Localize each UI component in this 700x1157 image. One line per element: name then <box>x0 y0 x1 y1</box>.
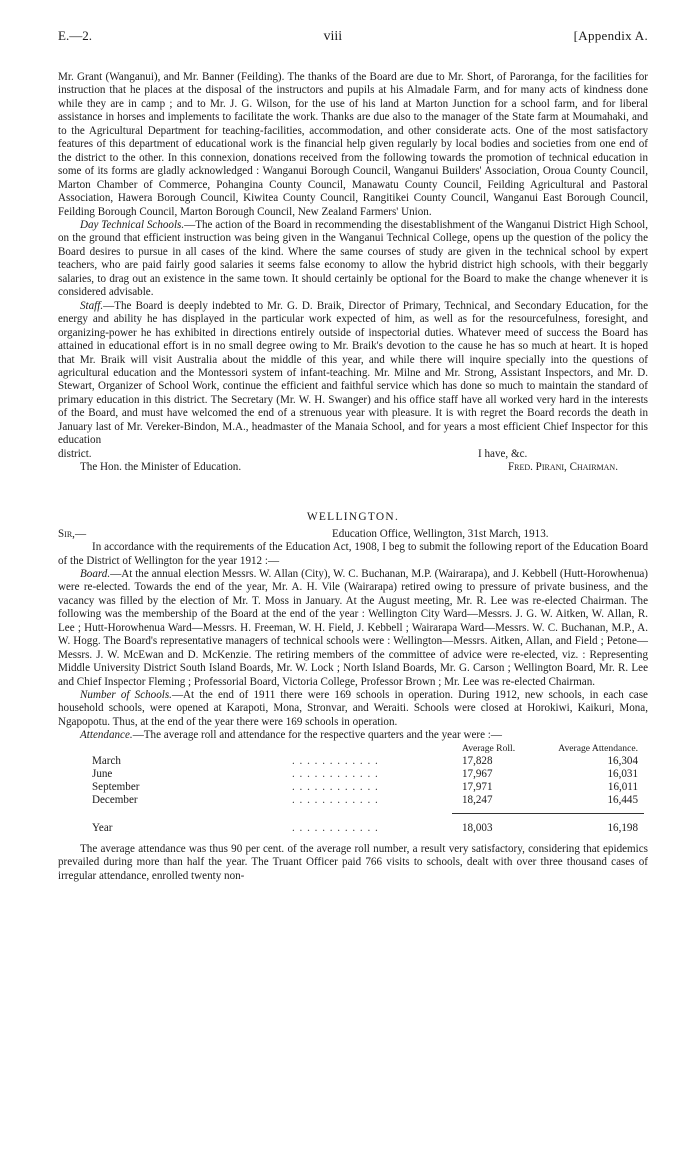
closing-row <box>58 448 648 461</box>
roll-value: 17,828 <box>462 754 493 767</box>
row-label: March <box>92 754 121 767</box>
salutation: Sir,— <box>58 527 87 540</box>
roll-value: 17,971 <box>462 781 493 794</box>
leader-dots: . . . . . . . . . . . . <box>292 794 379 807</box>
row-label: September <box>92 781 140 794</box>
schools-text: —At the end of 1911 there were 169 schools in operation. During 1912, new schools, in each case household schools, were opened at Karapoti, Mona, Stronvar, and Weraiti. Schools were closed at Horokiwi, Kaikuri, Mona, Ngapopotu. Thus, at the end of the year there were 169 schools in operation. <box>58 689 648 728</box>
attendance-table <box>92 743 644 835</box>
leader-dots: . . . . . . . . . . . . <box>292 781 379 794</box>
leader-dots: . . . . . . . . . . . . <box>292 821 379 834</box>
table-rule-row <box>92 808 644 816</box>
wellington-intro: In accordance with the requirements of the Education Act, 1908, I beg to submit the following report of the Education Board of the District of Wellington for the year 1912 :— <box>58 541 648 567</box>
taranaki-paragraph-day-schools <box>58 219 648 300</box>
staff-text: —The Board is deeply indebted to Mr. G. D. Braik, Director of Primary, Technical, and Secondary Education, for the energy and ability he has displayed in the particular work expected of him, as well as for the resourcefulness, foresight, and organizing-power he has exhibited in directions entirely outside of inspectorial duties. Whatever meed of success the Board has attained in educational effort is in no small degree owing to Mr. Braik's devotion to the cause he has so much at heart. It is hoped that Mr. Braik will visit Australia about the middle of this year, and while there will inquire specially into the questions of agricultural education and the Montessori system of infant-teaching. Mr. Milne and Mr. Strong, Assistant Inspectors, and Mr. D. Stewart, Organizer of School Work, continue the efficient and faithful service which has done so much to maintain the standard of primary education in this district. The Secretary (Mr. W. H. Swanger) and his office staff have all worked very hard in the interests of the Board, and must have welcomed the end of a strenuous year with pleasure. It is with regret the Board records the death in January last of Mr. Vereker-Bindon, M.A., headmaster of the Manaia School, and for years a most efficient Chief Inspector for this education <box>58 299 648 447</box>
roll-value: 17,967 <box>462 768 493 781</box>
closing-formula: I have, &c. <box>478 447 528 460</box>
header-reference: E.—2. <box>58 28 92 43</box>
address-date: Education Office, Wellington, 31st March, 1913. <box>332 527 549 540</box>
row-label: December <box>92 794 138 807</box>
appendix-label: [Appendix A. <box>573 28 648 43</box>
section-heading-day-schools: Day Technical Schools. <box>80 218 185 231</box>
wellington-paragraph-board <box>58 568 648 689</box>
document-page <box>58 28 648 883</box>
attendance-value: 16,304 <box>607 754 638 767</box>
day-schools-text: —The action of the Board in recommending the disestablishment of the Wanganui District High School, on the ground that efficient instruction was being given in the Wanganui Technical College, opens up the question of the policy the Board desires to pursue in all cases of the kind. Where the same courses of study are given in the technical school by expert teachers, who are paid fairly good salaries it seems false economy to allow the hybrid district high schools, with their beggarly salaries, to drag out an existence in the same town. It should certainly be optional for the Board to make the change whenever it is considered advisable. <box>58 218 648 299</box>
section-heading-schools: Number of Schools. <box>80 689 172 702</box>
attendance-value: 16,198 <box>607 821 638 834</box>
section-heading-attendance: Attendance. <box>80 729 133 742</box>
section-title-wellington: WELLINGTON. <box>306 510 400 523</box>
wellington-paragraph-schools <box>58 689 648 729</box>
addressee: The Hon. the Minister of Education. <box>80 461 242 474</box>
table-header-row <box>92 743 644 755</box>
attendance-text: —The average roll and attendance for the respective quarters and the year were :— <box>132 729 502 742</box>
total-rule-attendance <box>542 813 644 814</box>
wellington-closing-paragraph: The average attendance was thus 90 per cent. of the average roll number, a result very satisfactory, considering that epidemics prevailed during more than half the year. The Truant Officer paid 766 visits to schools, dealt with over three thousand cases of irregular attendance, enrolled twenty non- <box>58 842 648 882</box>
attendance-value: 16,031 <box>607 768 638 781</box>
table-row <box>92 794 644 807</box>
table-total-row <box>92 816 644 835</box>
section-heading-staff: Staff. <box>80 299 104 312</box>
chairman-signature: Fred. Pirani, Chairman. <box>507 461 618 474</box>
roll-value: 18,247 <box>462 794 493 807</box>
taranaki-paragraph-thanks: Mr. Grant (Wanganui), and Mr. Banner (Feilding). The thanks of the Board are due to Mr. Short, of Paroranga, for the facilities for instruction that he places at the disposal of the instructors and pupils at his Almadale Farm, and for many acts of kindness done while they are in camp ; and to Mr. J. G. Wilson, for the use of his land at Marton Junction for a school farm, and for liberal assistance in horses and implements to facilitate the work. Thanks are due also to the manager of the State farm at Moumahaki, and to the Agricultural Department for teaching-facilities, accommodation, and other considerate acts. One of the most satisfactory features of this department of educational work is the financial help given regularly by local bodies and societies from one end of the district to the other. In this connexion, donations received from the following towards the promotion of technical education in some of its forms are gladly acknowledged : Wanganui Borough Council, Wanganui Builders' Association, Oroua County Council, Marton Chamber of Commerce, Pohangina County Council, Manawatu County Council, Feilding Agricultural and Pastoral Association, Hawera Borough Council, Kiwitea County Council, Rangitikei County Council, Wanganui East Borough Council, Feilding Borough Council, Marton Borough Council, New Zealand Farmers' Union. <box>58 71 648 218</box>
leader-dots: . . . . . . . . . . . . <box>292 768 379 781</box>
closing-district: district. <box>58 447 92 460</box>
row-label: Year <box>92 821 113 834</box>
column-header-attendance: Average Attendance. <box>558 742 638 754</box>
section-heading-board: Board. <box>80 567 111 580</box>
total-rule-roll <box>452 813 542 814</box>
leader-dots: . . . . . . . . . . . . <box>292 754 379 767</box>
table-row <box>92 755 644 768</box>
attendance-value: 16,011 <box>607 781 638 794</box>
board-text: —At the annual election Messrs. W. Allan (City), W. C. Buchanan, M.P. (Wairarapa), and J. Kebbell (Hutt-Horowhenua) were re-elected. Towards the end of the year, Mr. A. H. Vile (Wairarapa) retired owing to pressure of private business, and the vacancy was filled by the election of Mr. T. Moss in January. At the August meeting, Mr. R. Lee was re-elected Chairman. The following was the membership of the Board at the end of the year : Wellington City Ward—Messrs. J. G. W. Aitken, W. Allan, R. Lee ; Hutt-Horowhenua Ward—Messrs. H. Freeman, W. H. Field, J. Kebbell ; Wairarapa Ward—Messrs. W. C. Buchanan, M.P., A. W. Hogg. The Board's representative managers of technical schools were : Wellington—Messrs. Aitken, Allan, and Field ; Petone—Messrs. J. W. McEwan and D. McKenzie. The retiring members of the committee of advice were re-elected, viz. : Representing Middle University District South Island Boards, Mr. W. Lock ; North Island Boards, Mr. G. Carson ; Wellington Board, Mr. R. Lee and Chief Inspector Fleming ; Professorial Board, Victoria College, Professor Brown ; Mr. Lee was re-elected Chairman. <box>58 567 648 688</box>
running-header <box>58 28 648 45</box>
column-header-roll: Average Roll. <box>462 742 516 754</box>
page-number: viii <box>323 29 343 44</box>
signature-row <box>58 461 648 474</box>
taranaki-paragraph-staff <box>58 300 648 448</box>
wellington-paragraph-attendance <box>58 729 648 742</box>
row-label: June <box>92 768 113 781</box>
salutation-row <box>58 528 648 541</box>
table-row <box>92 768 644 781</box>
roll-value: 18,003 <box>462 821 493 834</box>
attendance-value: 16,445 <box>607 794 638 807</box>
table-row <box>92 781 644 794</box>
